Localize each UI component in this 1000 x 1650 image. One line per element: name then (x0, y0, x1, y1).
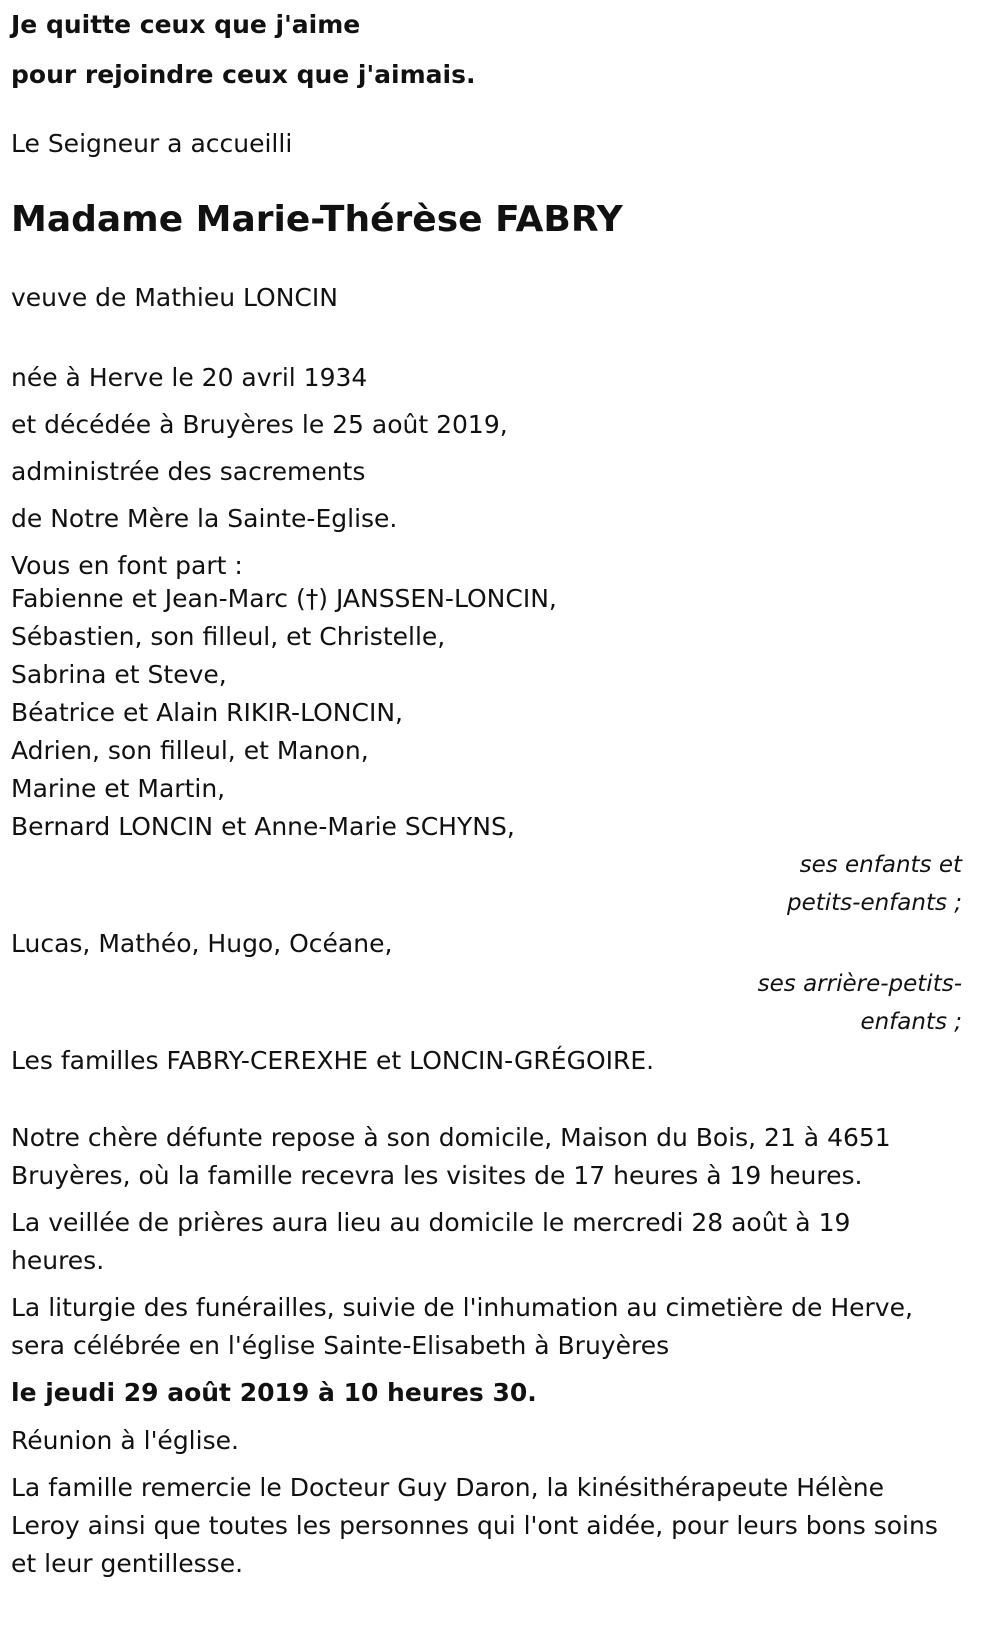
list-item: Sébastien, son filleul, et Christelle, (11, 622, 446, 651)
list-item: Béatrice et Alain RIKIR-LONCIN, (11, 698, 403, 727)
liturgy-paragraph: La liturgie des funérailles, suivie de l'inhumation au cimetière de Herve, sera célébrée en l'église Sainte-Elisabeth à Bruyères (11, 1293, 913, 1360)
children-caption-line-1: ses enfants et (799, 852, 962, 878)
epigraph-line-2: pour rejoindre ceux que j'aimais. (11, 60, 476, 89)
widow-of: veuve de Mathieu LONCIN (11, 283, 338, 312)
sacraments-line-2: de Notre Mère la Sainte-Eglise. (11, 504, 398, 533)
list-item: Adrien, son filleul, et Manon, (11, 736, 369, 765)
great-caption-line-1: ses arrière-petits- (757, 971, 962, 997)
announce-text: Vous en font part : (11, 551, 243, 580)
list-item: Fabienne et Jean-Marc (†) JANSSEN-LONCIN, (11, 584, 557, 613)
thanks-paragraph: La famille remercie le Docteur Guy Daron, la kinésithérapeute Hélène Leroy ainsi que toutes les personnes qui l'ont aidée, pour leurs bons soins et leur gentillesse. (11, 1473, 938, 1578)
list-item: Marine et Martin, (11, 774, 226, 803)
list-item: Bernard LONCIN et Anne-Marie SCHYNS, (11, 812, 515, 841)
ceremony-date: le jeudi 29 août 2019 à 10 heures 30. (11, 1378, 537, 1407)
great-grandchildren: Lucas, Mathéo, Hugo, Océane, (11, 929, 393, 958)
family-children-list (11, 580, 1000, 846)
birth-info: née à Herve le 20 avril 1934 (11, 363, 368, 392)
epigraph-line-1: Je quitte ceux que j'aime (11, 10, 361, 39)
meeting-text: Réunion à l'église. (11, 1426, 239, 1455)
vigil-paragraph: La veillée de prières aura lieu au domicile le mercredi 28 août à 19 heures. (11, 1208, 851, 1275)
deceased-name: Madame Marie-Thérèse FABRY (11, 199, 623, 240)
intro-text: Le Seigneur a accueilli (11, 129, 293, 158)
repose-paragraph: Notre chère défunte repose à son domicile, Maison du Bois, 21 à 4651 Bruyères, où la famille recevra les visites de 17 heures à 19 heures. (11, 1123, 891, 1190)
sacraments-line-1: administrée des sacrements (11, 457, 366, 486)
children-caption-line-2: petits-enfants ; (786, 890, 962, 916)
great-caption-line-2: enfants ; (860, 1009, 962, 1035)
families-text: Les familles FABRY-CEREXHE et LONCIN-GRÉGOIRE. (11, 1046, 655, 1075)
death-info: et décédée à Bruyères le 25 août 2019, (11, 410, 508, 439)
list-item: Sabrina et Steve, (11, 660, 227, 689)
